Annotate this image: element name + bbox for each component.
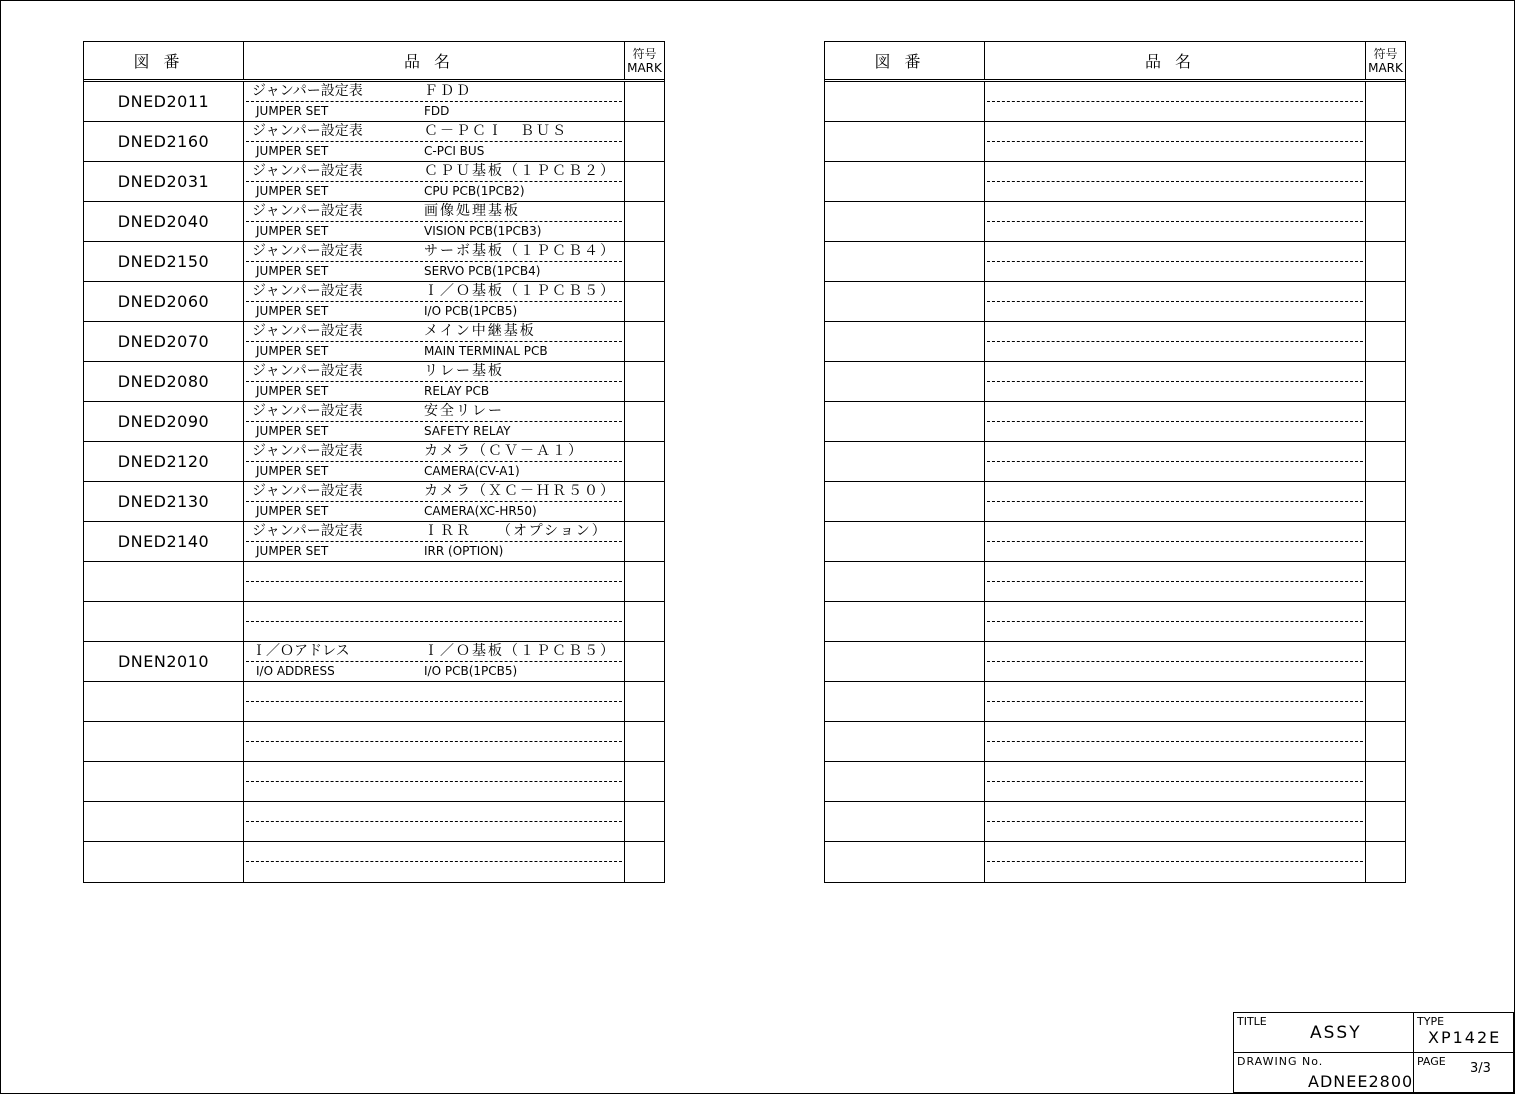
table-row (825, 762, 1405, 802)
part-name-ja: ＣＰＵ基板（１ＰＣＢ２） (424, 163, 616, 179)
mark-cell (1366, 482, 1405, 521)
mark-cell (625, 722, 664, 761)
table-row (84, 162, 664, 202)
header-mark-ja: 符号 (632, 46, 657, 61)
part-name-cell (985, 242, 1366, 281)
part-name-cell (985, 802, 1366, 841)
mark-cell (1366, 402, 1405, 441)
part-name-cell (244, 402, 625, 441)
mark-cell (625, 122, 664, 161)
part-name-cell (985, 602, 1366, 641)
table-row (84, 602, 664, 642)
part-name-cell (985, 82, 1366, 121)
drawing-number-cell (84, 802, 244, 841)
table-row (84, 802, 664, 842)
table-header (825, 42, 1405, 82)
part-name-cell (244, 162, 625, 201)
part-type-ja: ジャンパー設定表 (252, 403, 363, 419)
table-row (825, 442, 1405, 482)
part-type-ja: ジャンパー設定表 (252, 483, 363, 499)
part-type-ja: ジャンパー設定表 (252, 123, 363, 139)
part-name-cell (985, 682, 1366, 721)
table-row (84, 362, 664, 402)
table-row (84, 442, 664, 482)
mark-cell (625, 322, 664, 361)
part-type-ja: Ｉ／Ｏアドレス (252, 643, 350, 659)
drawing-number-cell: DNED2060 (84, 282, 244, 321)
parts-table-left (83, 41, 665, 883)
dashed-guide-line (246, 581, 622, 582)
part-name-cell (985, 722, 1366, 761)
drawing-number-cell (84, 762, 244, 801)
drawing-number-cell (84, 722, 244, 761)
dashed-guide-line (987, 661, 1363, 662)
table-row (84, 722, 664, 762)
table-row (825, 122, 1405, 162)
drawing-number-cell (825, 682, 985, 721)
mark-cell (1366, 362, 1405, 401)
dashed-guide-line (987, 301, 1363, 302)
mark-cell (625, 362, 664, 401)
drawing-number-cell (825, 522, 985, 561)
drawing-number-cell (825, 842, 985, 882)
table-row (84, 242, 664, 282)
table-row (825, 82, 1405, 122)
table-row (825, 162, 1405, 202)
part-name-cell (244, 442, 625, 481)
mark-cell (625, 562, 664, 601)
mark-cell (625, 682, 664, 721)
part-name-cell (985, 282, 1366, 321)
drawing-number-cell (84, 562, 244, 601)
mark-cell (625, 802, 664, 841)
mark-cell (1366, 682, 1405, 721)
part-type-ja: ジャンパー設定表 (252, 523, 363, 539)
dashed-guide-line (246, 621, 622, 622)
part-name-cell (244, 522, 625, 561)
part-type-en: JUMPER SET (256, 344, 329, 358)
drawing-number-cell (825, 482, 985, 521)
part-type-en: JUMPER SET (256, 224, 329, 238)
part-type-en: JUMPER SET (256, 104, 329, 118)
part-name-ja: リレー基板 (424, 363, 504, 379)
part-type-ja: ジャンパー設定表 (252, 283, 363, 299)
part-type-ja: ジャンパー設定表 (252, 323, 363, 339)
drawing-number-cell (825, 802, 985, 841)
part-type-ja: ジャンパー設定表 (252, 363, 363, 379)
mark-cell (625, 762, 664, 801)
drawing-number-cell (825, 82, 985, 121)
table-row (825, 522, 1405, 562)
drawing-number-cell (825, 722, 985, 761)
part-name-cell (244, 762, 625, 801)
table-row (825, 322, 1405, 362)
part-name-cell (244, 122, 625, 161)
title-cell (1234, 1013, 1414, 1053)
dashed-guide-line (987, 821, 1363, 822)
mark-cell (625, 642, 664, 681)
part-name-en: CAMERA(CV-A1) (424, 464, 520, 478)
drawing-number-cell: DNED2040 (84, 202, 244, 241)
dashed-guide-line (246, 741, 622, 742)
part-type-en: JUMPER SET (256, 424, 329, 438)
dashed-guide-line (987, 541, 1363, 542)
title-value: ASSY (1310, 1023, 1362, 1043)
header-mark-en: MARK (1368, 60, 1403, 75)
dashed-guide-line (987, 421, 1363, 422)
table-row (825, 482, 1405, 522)
part-name-en: CAMERA(XC-HR50) (424, 504, 537, 518)
dashed-guide-line (987, 341, 1363, 342)
part-name-ja: 画像処理基板 (424, 203, 520, 219)
part-name-cell (244, 202, 625, 241)
mark-cell (1366, 202, 1405, 241)
page-label: PAGE (1417, 1055, 1446, 1068)
part-name-ja: ＦＤＤ (424, 83, 472, 99)
header-part-name: 品名 (985, 42, 1366, 79)
part-name-en: MAIN TERMINAL PCB (424, 344, 548, 358)
header-drawing-number: 図番 (825, 42, 985, 79)
dashed-guide-line (987, 261, 1363, 262)
part-type-ja: ジャンパー設定表 (252, 83, 363, 99)
table-row (825, 562, 1405, 602)
part-name-en: C-PCI BUS (424, 144, 485, 158)
drawing-number-cell (825, 402, 985, 441)
page-value: 3/3 (1470, 1061, 1491, 1076)
part-name-cell (244, 642, 625, 681)
drawing-number-cell: DNED2070 (84, 322, 244, 361)
part-name-cell (985, 642, 1366, 681)
drawing-number-cell: DNED2160 (84, 122, 244, 161)
part-name-ja: Ｉ／Ｏ基板（１ＰＣＢ５） (424, 283, 616, 299)
part-name-cell (244, 682, 625, 721)
part-type-en: JUMPER SET (256, 504, 329, 518)
dashed-guide-line (987, 861, 1363, 862)
part-name-en: SAFETY RELAY (424, 424, 511, 438)
part-name-ja: カメラ（ＸＣ－ＨＲ５０） (424, 483, 616, 499)
mark-cell (1366, 842, 1405, 882)
table-row (84, 122, 664, 162)
dashed-guide-line (987, 101, 1363, 102)
mark-cell (1366, 442, 1405, 481)
drawing-number-cell (825, 762, 985, 801)
drawing-number-cell (825, 242, 985, 281)
part-name-cell (244, 842, 625, 882)
dashed-guide-line (246, 821, 622, 822)
drawing-number-cell (1234, 1053, 1414, 1093)
table-row (84, 562, 664, 602)
dashed-guide-line (987, 741, 1363, 742)
table-row (825, 802, 1405, 842)
part-name-en: VISION PCB(1PCB3) (424, 224, 542, 238)
dashed-guide-line (987, 581, 1363, 582)
table-row (825, 282, 1405, 322)
dashed-guide-line (987, 621, 1363, 622)
table-row (84, 282, 664, 322)
drawing-number-cell (825, 442, 985, 481)
table-row (84, 482, 664, 522)
table-row (825, 682, 1405, 722)
part-type-ja: ジャンパー設定表 (252, 243, 363, 259)
mark-cell (1366, 802, 1405, 841)
header-mark (1366, 42, 1405, 79)
part-name-cell (244, 602, 625, 641)
table-row (84, 842, 664, 882)
part-type-ja: ジャンパー設定表 (252, 163, 363, 179)
part-name-ja: メイン中継基板 (424, 323, 536, 339)
table-row (825, 402, 1405, 442)
type-cell (1414, 1013, 1514, 1053)
drawing-number-cell (825, 602, 985, 641)
drawing-number-cell (825, 282, 985, 321)
part-type-en: JUMPER SET (256, 304, 329, 318)
part-name-ja: 安全リレー (424, 403, 504, 419)
part-name-en: CPU PCB(1PCB2) (424, 184, 525, 198)
table-row (84, 402, 664, 442)
dashed-guide-line (987, 461, 1363, 462)
table-row (825, 242, 1405, 282)
dashed-guide-line (987, 701, 1363, 702)
part-name-cell (985, 322, 1366, 361)
drawing-number-cell (84, 682, 244, 721)
table-row (84, 522, 664, 562)
drawing-number-cell (825, 122, 985, 161)
part-type-ja: ジャンパー設定表 (252, 443, 363, 459)
dashed-guide-line (987, 501, 1363, 502)
part-name-cell (244, 282, 625, 321)
part-name-ja: サーボ基板（１ＰＣＢ４） (424, 243, 616, 259)
part-name-cell (985, 122, 1366, 161)
header-part-name: 品名 (244, 42, 625, 79)
drawing-number-cell: DNED2140 (84, 522, 244, 561)
drawing-number-cell: DNED2090 (84, 402, 244, 441)
part-name-cell (985, 362, 1366, 401)
part-name-cell (244, 82, 625, 121)
table-body-right (825, 82, 1405, 882)
drawing-number-label: DRAWING No. (1237, 1055, 1324, 1068)
header-mark (625, 42, 664, 79)
part-name-en: SERVO PCB(1PCB4) (424, 264, 541, 278)
drawing-number-cell: DNED2011 (84, 82, 244, 121)
part-name-ja: Ｃ－ＰＣＩ ＢＵＳ (424, 123, 568, 139)
parts-table-right (824, 41, 1406, 883)
mark-cell (625, 282, 664, 321)
mark-cell (1366, 122, 1405, 161)
table-row (825, 362, 1405, 402)
part-name-cell (985, 162, 1366, 201)
drawing-number-value: ADNEE2800 (1308, 1072, 1414, 1091)
table-row (84, 642, 664, 682)
mark-cell (625, 202, 664, 241)
dashed-guide-line (987, 221, 1363, 222)
table-row (84, 682, 664, 722)
mark-cell (625, 842, 664, 882)
dashed-guide-line (987, 141, 1363, 142)
mark-cell (625, 442, 664, 481)
table-row (84, 82, 664, 122)
mark-cell (1366, 322, 1405, 361)
dashed-guide-line (246, 781, 622, 782)
mark-cell (1366, 642, 1405, 681)
part-type-en: JUMPER SET (256, 144, 329, 158)
part-name-cell (985, 482, 1366, 521)
part-name-ja: Ｉ／Ｏ基板（１ＰＣＢ５） (424, 643, 616, 659)
table-row (825, 202, 1405, 242)
type-label: TYPE (1417, 1015, 1445, 1028)
mark-cell (625, 162, 664, 201)
part-name-cell (244, 482, 625, 521)
mark-cell (1366, 722, 1405, 761)
mark-cell (1366, 282, 1405, 321)
part-type-ja: ジャンパー設定表 (252, 203, 363, 219)
dashed-guide-line (246, 861, 622, 862)
mark-cell (625, 402, 664, 441)
dashed-guide-line (987, 181, 1363, 182)
drawing-number-cell: DNED2120 (84, 442, 244, 481)
part-name-cell (985, 842, 1366, 882)
part-name-cell (244, 362, 625, 401)
part-name-cell (244, 562, 625, 601)
part-name-ja: ＩＲＲ （オプション） (424, 523, 608, 539)
mark-cell (625, 522, 664, 561)
part-name-cell (244, 722, 625, 761)
part-name-en: IRR (OPTION) (424, 544, 504, 558)
header-mark-ja: 符号 (1373, 46, 1398, 61)
table-row (825, 642, 1405, 682)
dashed-guide-line (987, 381, 1363, 382)
part-name-cell (244, 802, 625, 841)
drawing-number-cell (825, 322, 985, 361)
type-value: XP142E (1428, 1028, 1502, 1047)
part-type-en: JUMPER SET (256, 464, 329, 478)
table-row (84, 202, 664, 242)
part-name-cell (985, 762, 1366, 801)
part-type-en: JUMPER SET (256, 264, 329, 278)
part-name-cell (985, 402, 1366, 441)
mark-cell (1366, 162, 1405, 201)
part-name-cell (985, 442, 1366, 481)
mark-cell (1366, 522, 1405, 561)
mark-cell (1366, 242, 1405, 281)
table-row (825, 602, 1405, 642)
part-type-en: JUMPER SET (256, 384, 329, 398)
part-name-en: I/O PCB(1PCB5) (424, 664, 518, 678)
title-label: TITLE (1237, 1015, 1267, 1028)
part-name-cell (985, 562, 1366, 601)
drawing-number-cell: DNED2080 (84, 362, 244, 401)
drawing-number-cell: DNED2130 (84, 482, 244, 521)
drawing-number-cell (84, 602, 244, 641)
page-cell (1414, 1053, 1514, 1093)
mark-cell (625, 242, 664, 281)
drawing-number-cell: DNED2031 (84, 162, 244, 201)
mark-cell (625, 482, 664, 521)
table-body-left (84, 82, 664, 882)
header-drawing-number: 図番 (84, 42, 244, 79)
part-name-cell (244, 322, 625, 361)
part-name-cell (985, 522, 1366, 561)
mark-cell (1366, 602, 1405, 641)
part-type-en: I/O ADDRESS (256, 664, 335, 678)
mark-cell (625, 82, 664, 121)
drawing-number-cell: DNED2150 (84, 242, 244, 281)
drawing-number-cell (825, 362, 985, 401)
drawing-number-cell (825, 562, 985, 601)
part-type-en: JUMPER SET (256, 184, 329, 198)
table-row (84, 762, 664, 802)
mark-cell (625, 602, 664, 641)
dashed-guide-line (246, 701, 622, 702)
drawing-number-cell (84, 842, 244, 882)
part-name-cell (244, 242, 625, 281)
mark-cell (1366, 562, 1405, 601)
table-row (825, 722, 1405, 762)
part-name-en: RELAY PCB (424, 384, 490, 398)
header-mark-en: MARK (627, 60, 662, 75)
drawing-number-cell (825, 162, 985, 201)
mark-cell (1366, 762, 1405, 801)
part-type-en: JUMPER SET (256, 544, 329, 558)
drawing-number-cell: DNEN2010 (84, 642, 244, 681)
part-name-en: FDD (424, 104, 450, 118)
part-name-en: I/O PCB(1PCB5) (424, 304, 518, 318)
part-name-cell (985, 202, 1366, 241)
table-header (84, 42, 664, 82)
title-block (1233, 1012, 1514, 1093)
table-row (84, 322, 664, 362)
table-row (825, 842, 1405, 882)
part-name-ja: カメラ（ＣＶ－Ａ１） (424, 443, 584, 459)
dashed-guide-line (987, 781, 1363, 782)
drawing-number-cell (825, 642, 985, 681)
drawing-number-cell (825, 202, 985, 241)
mark-cell (1366, 82, 1405, 121)
